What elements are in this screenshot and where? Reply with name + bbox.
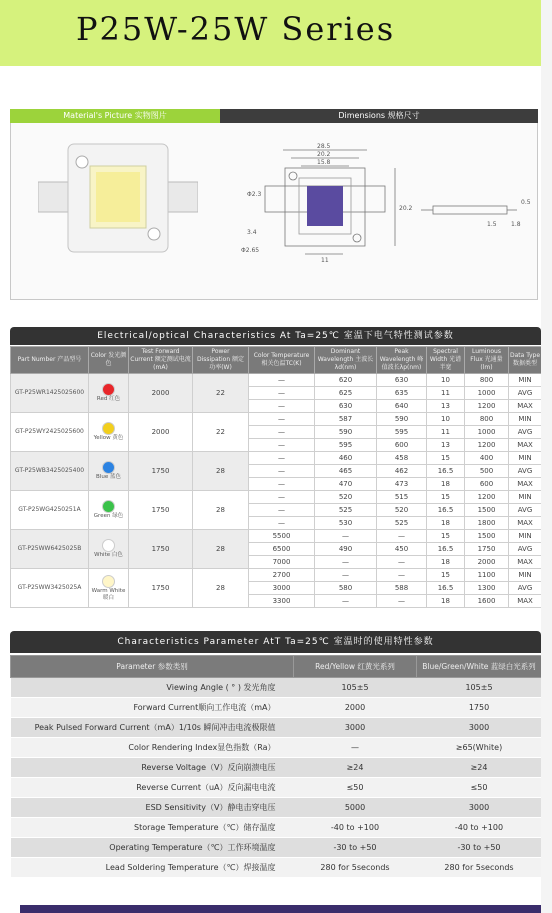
data-type: AVG bbox=[509, 504, 542, 517]
blue-green-white-value: 3000 bbox=[417, 798, 542, 818]
parameter-name: Lead Soldering Temperature（℃）焊接温度 bbox=[11, 858, 294, 878]
power-dissipation: 22 bbox=[193, 413, 249, 452]
characteristics-parameter-table bbox=[10, 655, 542, 878]
table-row bbox=[11, 530, 542, 543]
data-type: MIN bbox=[509, 452, 542, 465]
footer-bar bbox=[20, 905, 544, 913]
table-row bbox=[11, 698, 542, 718]
color-label: Red 红色 bbox=[96, 396, 121, 402]
peak-wavelength: — bbox=[377, 530, 427, 543]
luminous-flux: 800 bbox=[465, 413, 509, 426]
color-cell bbox=[89, 530, 129, 569]
spectral-width: 16.5 bbox=[427, 504, 465, 517]
dominant-wavelength: 520 bbox=[315, 491, 377, 504]
spectral-width: 18 bbox=[427, 478, 465, 491]
color-cell bbox=[89, 413, 129, 452]
spectral-width: 18 bbox=[427, 517, 465, 530]
parameter-name: ESD Sensitivity（V）静电击穿电压 bbox=[11, 798, 294, 818]
table-row bbox=[11, 838, 542, 858]
table-row bbox=[11, 758, 542, 778]
peak-wavelength: 458 bbox=[377, 452, 427, 465]
luminous-flux: 400 bbox=[465, 452, 509, 465]
spectral-width: 13 bbox=[427, 400, 465, 413]
forward-current: 1750 bbox=[129, 530, 193, 569]
spectral-width: 16.5 bbox=[427, 543, 465, 556]
data-type: MIN bbox=[509, 530, 542, 543]
color-swatch-icon bbox=[102, 539, 115, 552]
forward-current: 1750 bbox=[129, 491, 193, 530]
luminous-flux: 1750 bbox=[465, 543, 509, 556]
data-type: MIN bbox=[509, 491, 542, 504]
power-dissipation: 22 bbox=[193, 374, 249, 413]
dominant-wavelength: — bbox=[315, 595, 377, 608]
power-dissipation: 28 bbox=[193, 491, 249, 530]
dominant-wavelength: — bbox=[315, 530, 377, 543]
power-dissipation: 28 bbox=[193, 530, 249, 569]
characteristics-section-header: Characteristics Parameter AtT Ta=25℃ 室温时的使用特性参数 bbox=[10, 631, 541, 653]
peak-wavelength: — bbox=[377, 569, 427, 582]
peak-wavelength: 640 bbox=[377, 400, 427, 413]
color-temperature: — bbox=[249, 465, 315, 478]
peak-wavelength: 473 bbox=[377, 478, 427, 491]
spectral-width: 10 bbox=[427, 413, 465, 426]
dominant-wavelength: 465 bbox=[315, 465, 377, 478]
peak-wavelength: 515 bbox=[377, 491, 427, 504]
luminous-flux: 1500 bbox=[465, 530, 509, 543]
dominant-wavelength: — bbox=[315, 569, 377, 582]
data-type: AVG bbox=[509, 387, 542, 400]
blue-green-white-value: 3000 bbox=[417, 718, 542, 738]
peak-wavelength: — bbox=[377, 556, 427, 569]
power-dissipation: 28 bbox=[193, 569, 249, 608]
table-row bbox=[11, 778, 542, 798]
blue-green-white-value: 105±5 bbox=[417, 678, 542, 698]
data-type: MIN bbox=[509, 374, 542, 387]
spectral-width: 13 bbox=[427, 439, 465, 452]
color-cell bbox=[89, 491, 129, 530]
dominant-wavelength: 587 bbox=[315, 413, 377, 426]
data-type: MIN bbox=[509, 413, 542, 426]
color-cell bbox=[89, 374, 129, 413]
red-yellow-value: 280 for 5seconds bbox=[294, 858, 417, 878]
luminous-flux: 1600 bbox=[465, 595, 509, 608]
char-column-header: Red/Yellow 红黄光系列 bbox=[294, 656, 417, 678]
luminous-flux: 1500 bbox=[465, 504, 509, 517]
table-row bbox=[11, 452, 542, 465]
blue-green-white-value: ≤50 bbox=[417, 778, 542, 798]
data-type: MAX bbox=[509, 478, 542, 491]
data-type: MAX bbox=[509, 595, 542, 608]
color-label: Warm White 暖白 bbox=[91, 587, 126, 601]
data-type: AVG bbox=[509, 426, 542, 439]
dim-label-side-a: 1.5 bbox=[487, 221, 497, 228]
peak-wavelength: 590 bbox=[377, 413, 427, 426]
data-type: MIN bbox=[509, 569, 542, 582]
parameter-name: Viewing Angle ( ° ) 发光角度 bbox=[11, 678, 294, 698]
dominant-wavelength: 580 bbox=[315, 582, 377, 595]
dominant-wavelength: 490 bbox=[315, 543, 377, 556]
table-row bbox=[11, 738, 542, 758]
luminous-flux: 1200 bbox=[465, 491, 509, 504]
color-temperature: — bbox=[249, 491, 315, 504]
part-number: GT-P25WG4250251A bbox=[11, 491, 89, 530]
spectral-width: 18 bbox=[427, 556, 465, 569]
spectral-width: 16.5 bbox=[427, 582, 465, 595]
color-temperature: — bbox=[249, 400, 315, 413]
color-temperature: 3000 bbox=[249, 582, 315, 595]
elec-column-header: Data Type 数据类型 bbox=[509, 347, 542, 374]
spectral-width: 15 bbox=[427, 491, 465, 504]
color-temperature: 5500 bbox=[249, 530, 315, 543]
color-cell bbox=[89, 452, 129, 491]
blue-green-white-value: 280 for 5seconds bbox=[417, 858, 542, 878]
luminous-flux: 800 bbox=[465, 374, 509, 387]
electrical-characteristics-table bbox=[10, 346, 542, 608]
part-number: GT-P25WY2425025600 bbox=[11, 413, 89, 452]
red-yellow-value: 5000 bbox=[294, 798, 417, 818]
blue-green-white-value: ≥24 bbox=[417, 758, 542, 778]
forward-current: 2000 bbox=[129, 413, 193, 452]
data-type: MAX bbox=[509, 556, 542, 569]
color-temperature: — bbox=[249, 504, 315, 517]
table-row bbox=[11, 718, 542, 738]
forward-current: 1750 bbox=[129, 452, 193, 491]
parameter-name: Peak Pulsed Forward Current（mA）1/10s 瞬间冲击电流极限值 bbox=[11, 718, 294, 738]
forward-current: 1750 bbox=[129, 569, 193, 608]
dominant-wavelength: 590 bbox=[315, 426, 377, 439]
color-swatch-icon bbox=[102, 500, 115, 513]
data-type: AVG bbox=[509, 543, 542, 556]
data-type: AVG bbox=[509, 582, 542, 595]
data-type: MAX bbox=[509, 439, 542, 452]
char-column-header: Blue/Green/White 蓝绿白光系列 bbox=[417, 656, 542, 678]
red-yellow-value: 2000 bbox=[294, 698, 417, 718]
dim-label-base: 11 bbox=[321, 257, 329, 264]
luminous-flux: 1000 bbox=[465, 387, 509, 400]
color-temperature: — bbox=[249, 374, 315, 387]
color-temperature: 2700 bbox=[249, 569, 315, 582]
table-row bbox=[11, 858, 542, 878]
dimensions-drawing bbox=[225, 126, 535, 296]
color-label: Green 绿色 bbox=[93, 513, 124, 519]
color-temperature: — bbox=[249, 387, 315, 400]
electrical-section-header: Electrical/optical Characteristics At Ta=25℃ 室温下电气特性测试参数 bbox=[10, 327, 541, 345]
spectral-width: 11 bbox=[427, 387, 465, 400]
table-row bbox=[11, 569, 542, 582]
color-temperature: — bbox=[249, 439, 315, 452]
material-picture-header: Material's Picture 实物图片 bbox=[10, 109, 220, 123]
red-yellow-value: ≥24 bbox=[294, 758, 417, 778]
red-yellow-value: — bbox=[294, 738, 417, 758]
luminous-flux: 1100 bbox=[465, 569, 509, 582]
page-edge bbox=[541, 0, 552, 913]
elec-column-header: Spectral Width 光谱半宽 bbox=[427, 347, 465, 374]
color-swatch-icon bbox=[102, 461, 115, 474]
dominant-wavelength: 460 bbox=[315, 452, 377, 465]
spectral-width: 16.5 bbox=[427, 465, 465, 478]
elec-column-header: Color 发光颜色 bbox=[89, 347, 129, 374]
color-temperature: — bbox=[249, 426, 315, 439]
char-column-header: Parameter 参数类别 bbox=[11, 656, 294, 678]
parameter-name: Reverse Voltage（V）反向崩溃电压 bbox=[11, 758, 294, 778]
part-number: GT-P25WB3425025400 bbox=[11, 452, 89, 491]
parameter-name: Forward Current顺向工作电流（mA） bbox=[11, 698, 294, 718]
dominant-wavelength: — bbox=[315, 556, 377, 569]
dominant-wavelength: 595 bbox=[315, 439, 377, 452]
elec-column-header: Luminous Flux 光通量(lm) bbox=[465, 347, 509, 374]
table-row bbox=[11, 818, 542, 838]
spectral-width: 18 bbox=[427, 595, 465, 608]
dim-label-height: 20.2 bbox=[399, 205, 413, 212]
parameter-name: Storage Temperature（℃）储存温度 bbox=[11, 818, 294, 838]
luminous-flux: 1300 bbox=[465, 582, 509, 595]
color-cell bbox=[89, 569, 129, 608]
data-type: MAX bbox=[509, 517, 542, 530]
peak-wavelength: — bbox=[377, 595, 427, 608]
parameter-name: Operating Temperature（℃）工作环境温度 bbox=[11, 838, 294, 858]
elec-column-header: Power Dissipation 额定功率(W) bbox=[193, 347, 249, 374]
blue-green-white-value: -40 to +100 bbox=[417, 818, 542, 838]
elec-column-header: Peak Wavelength 峰值波长λp(nm) bbox=[377, 347, 427, 374]
peak-wavelength: 630 bbox=[377, 374, 427, 387]
dim-label-width-inner: 15.8 bbox=[317, 159, 331, 166]
table-row bbox=[11, 491, 542, 504]
dominant-wavelength: 530 bbox=[315, 517, 377, 530]
red-yellow-value: 3000 bbox=[294, 718, 417, 738]
color-temperature: 6500 bbox=[249, 543, 315, 556]
dominant-wavelength: 630 bbox=[315, 400, 377, 413]
table-row bbox=[11, 678, 542, 698]
color-label: Yellow 黄色 bbox=[93, 435, 124, 441]
title-banner bbox=[0, 0, 541, 66]
peak-wavelength: 462 bbox=[377, 465, 427, 478]
peak-wavelength: 588 bbox=[377, 582, 427, 595]
dim-label-hole-top: Φ2.3 bbox=[247, 191, 262, 198]
data-type: AVG bbox=[509, 465, 542, 478]
parameter-name: Color Rendering Index显色指数（Ra） bbox=[11, 738, 294, 758]
table-row bbox=[11, 374, 542, 387]
color-temperature: — bbox=[249, 478, 315, 491]
elec-column-header: Test Forward Current 额定测试电流(mA) bbox=[129, 347, 193, 374]
peak-wavelength: 595 bbox=[377, 426, 427, 439]
part-number: GT-P25WR1425025600 bbox=[11, 374, 89, 413]
dominant-wavelength: 525 bbox=[315, 504, 377, 517]
dim-label-hole-bottom: Φ2.65 bbox=[241, 247, 260, 254]
dim-label-width-outer: 28.5 bbox=[317, 143, 331, 150]
dim-label-side-c: 0.5 bbox=[521, 199, 531, 206]
luminous-flux: 1800 bbox=[465, 517, 509, 530]
dim-label-width-mid: 20.2 bbox=[317, 151, 331, 158]
spectral-width: 10 bbox=[427, 374, 465, 387]
elec-column-header: Color Temperature 相关色温TC(K) bbox=[249, 347, 315, 374]
blue-green-white-value: ≥65(White) bbox=[417, 738, 542, 758]
table-row bbox=[11, 413, 542, 426]
luminous-flux: 500 bbox=[465, 465, 509, 478]
forward-current: 2000 bbox=[129, 374, 193, 413]
peak-wavelength: 450 bbox=[377, 543, 427, 556]
luminous-flux: 1200 bbox=[465, 400, 509, 413]
spectral-width: 11 bbox=[427, 426, 465, 439]
color-swatch-icon bbox=[102, 383, 115, 396]
data-type: MAX bbox=[509, 400, 542, 413]
elec-column-header: Dominant Wavelength 主波长λd(nm) bbox=[315, 347, 377, 374]
peak-wavelength: 525 bbox=[377, 517, 427, 530]
red-yellow-value: ≤50 bbox=[294, 778, 417, 798]
color-label: White 白色 bbox=[94, 552, 123, 558]
spectral-width: 15 bbox=[427, 569, 465, 582]
spectral-width: 15 bbox=[427, 452, 465, 465]
color-temperature: 7000 bbox=[249, 556, 315, 569]
luminous-flux: 1000 bbox=[465, 426, 509, 439]
dominant-wavelength: 625 bbox=[315, 387, 377, 400]
blue-green-white-value: 1750 bbox=[417, 698, 542, 718]
part-number: GT-P25WW3425025A bbox=[11, 569, 89, 608]
luminous-flux: 600 bbox=[465, 478, 509, 491]
red-yellow-value: 105±5 bbox=[294, 678, 417, 698]
dim-label-side: 3.4 bbox=[247, 229, 257, 236]
table-row bbox=[11, 798, 542, 818]
page-title: P25W-25W Series bbox=[76, 10, 396, 48]
peak-wavelength: 600 bbox=[377, 439, 427, 452]
elec-column-header: Part Number 产品型号 bbox=[11, 347, 89, 374]
red-yellow-value: -40 to +100 bbox=[294, 818, 417, 838]
color-temperature: 3300 bbox=[249, 595, 315, 608]
color-temperature: — bbox=[249, 517, 315, 530]
luminous-flux: 1200 bbox=[465, 439, 509, 452]
luminous-flux: 2000 bbox=[465, 556, 509, 569]
red-yellow-value: -30 to +50 bbox=[294, 838, 417, 858]
led-module-photo bbox=[38, 142, 198, 254]
dim-label-side-b: 1.8 bbox=[511, 221, 521, 228]
peak-wavelength: 635 bbox=[377, 387, 427, 400]
blue-green-white-value: -30 to +50 bbox=[417, 838, 542, 858]
color-label: Blue 蓝色 bbox=[96, 474, 121, 480]
parameter-name: Reverse Current（uA）反向漏电电流 bbox=[11, 778, 294, 798]
color-temperature: — bbox=[249, 413, 315, 426]
color-temperature: — bbox=[249, 452, 315, 465]
color-swatch-icon bbox=[102, 422, 115, 435]
dominant-wavelength: 470 bbox=[315, 478, 377, 491]
color-swatch-icon bbox=[102, 575, 115, 588]
dominant-wavelength: 620 bbox=[315, 374, 377, 387]
part-number: GT-P25WW6425025B bbox=[11, 530, 89, 569]
power-dissipation: 28 bbox=[193, 452, 249, 491]
dimensions-header: Dimensions 规格尺寸 bbox=[220, 109, 538, 123]
spectral-width: 15 bbox=[427, 530, 465, 543]
peak-wavelength: 520 bbox=[377, 504, 427, 517]
